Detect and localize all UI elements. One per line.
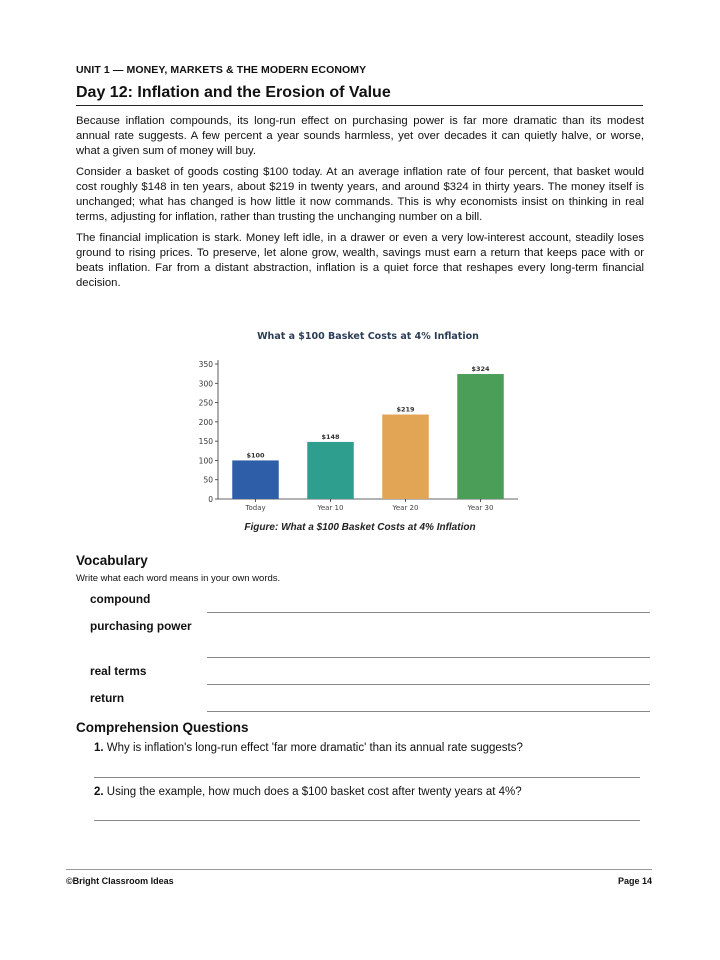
figure-caption: Figure: What a $100 Basket Costs at 4% Inflation — [244, 522, 476, 533]
vocab-answer-line-compound[interactable] — [207, 612, 650, 613]
comprehension-heading: Comprehension Questions — [76, 720, 249, 735]
question-2-number: 2. — [94, 786, 104, 798]
question-2-text: Using the example, how much does a $100 basket cost after twenty years at 4%? — [106, 786, 522, 798]
bar-data-label: $100 — [246, 451, 265, 460]
footer-page-number: Page 14 — [617, 876, 652, 886]
y-tick-label: 150 — [198, 437, 213, 447]
y-tick-label: 100 — [198, 456, 213, 466]
question-1-number: 1. — [94, 742, 104, 754]
y-tick-label: 200 — [198, 417, 213, 427]
vocab-term-return: return — [90, 691, 125, 705]
question-1-text: Why is inflation's long-run effect 'far more dramatic' than its annual rate suggests? — [106, 742, 523, 754]
question-2 — [94, 786, 522, 798]
vocab-term-purchasing-power: purchasing power — [90, 619, 192, 633]
bar-chart — [190, 356, 530, 516]
unit-label: UNIT 1 — MONEY, MARKETS & THE MODERN ECONOMY — [76, 64, 367, 76]
paragraph-1: Because inflation compounds, its long-run effect on purchasing power is far more dramatic than its modest annual rate suggests. A few percent a year sounds harmless, yet over decades it can quietly halve, or worse, what a given sum of money will buy. — [76, 115, 644, 157]
y-tick-label: 300 — [198, 379, 213, 389]
question-1 — [94, 742, 523, 754]
vocab-term-real-terms: real terms — [90, 664, 147, 678]
vocab-answer-line-return[interactable] — [207, 711, 650, 712]
x-tick-label: Year 30 — [467, 504, 494, 512]
paragraph-2: Consider a basket of goods costing $100 today. At an average inflation rate of four percent, that basket would cost roughly $148 in ten years, about $219 in twenty years, and around $324 in thirty years. The money itself is unchanged; what has changed is how little it now commands. This is why economists insist on thinking in real terms, adjusting for inflation, rather than trusting the unchanging number on a bill. — [76, 166, 644, 223]
x-tick-label: Year 20 — [392, 504, 419, 512]
bar-data-label: $219 — [396, 405, 415, 414]
x-tick-label: Year 10 — [317, 504, 344, 512]
paragraph-3: The financial implication is stark. Money left idle, in a drawer or even a very low-interest account, steadily loses ground to rising prices. To preserve, let alone grow, wealth, savings must earn a return that keeps pace with or beats inflation. Far from a distant abstraction, inflation is a quiet force that reshapes every long-term financial decision. — [76, 232, 644, 289]
y-tick-label: 250 — [198, 398, 213, 408]
vocabulary-heading: Vocabulary — [76, 553, 148, 568]
bar-data-label: $324 — [471, 365, 490, 374]
y-tick-label: 50 — [203, 475, 213, 485]
x-tick-label: Today — [245, 504, 266, 512]
vocab-term-compound: compound — [90, 592, 151, 606]
footer-copyright: ©Bright Classroom Ideas — [66, 876, 174, 886]
bar — [307, 442, 354, 499]
vocab-answer-line-purchasing-power[interactable] — [207, 657, 650, 658]
question-2-answer-line[interactable] — [94, 820, 640, 821]
title-divider — [76, 105, 643, 106]
y-tick-label: 350 — [198, 360, 213, 369]
bar — [232, 460, 279, 499]
bar — [382, 415, 429, 499]
page-title: Day 12: Inflation and the Erosion of Value — [76, 84, 391, 101]
vocab-answer-line-real-terms[interactable] — [207, 684, 650, 685]
footer-divider — [66, 869, 652, 870]
bar-data-label: $148 — [321, 432, 340, 441]
bar — [457, 374, 504, 499]
vocabulary-instruction: Write what each word means in your own words. — [76, 573, 281, 584]
reading-passage — [76, 114, 644, 297]
y-tick-label: 0 — [208, 495, 213, 504]
chart-title: What a $100 Basket Costs at 4% Inflation — [257, 331, 479, 342]
question-1-answer-line[interactable] — [94, 777, 640, 778]
